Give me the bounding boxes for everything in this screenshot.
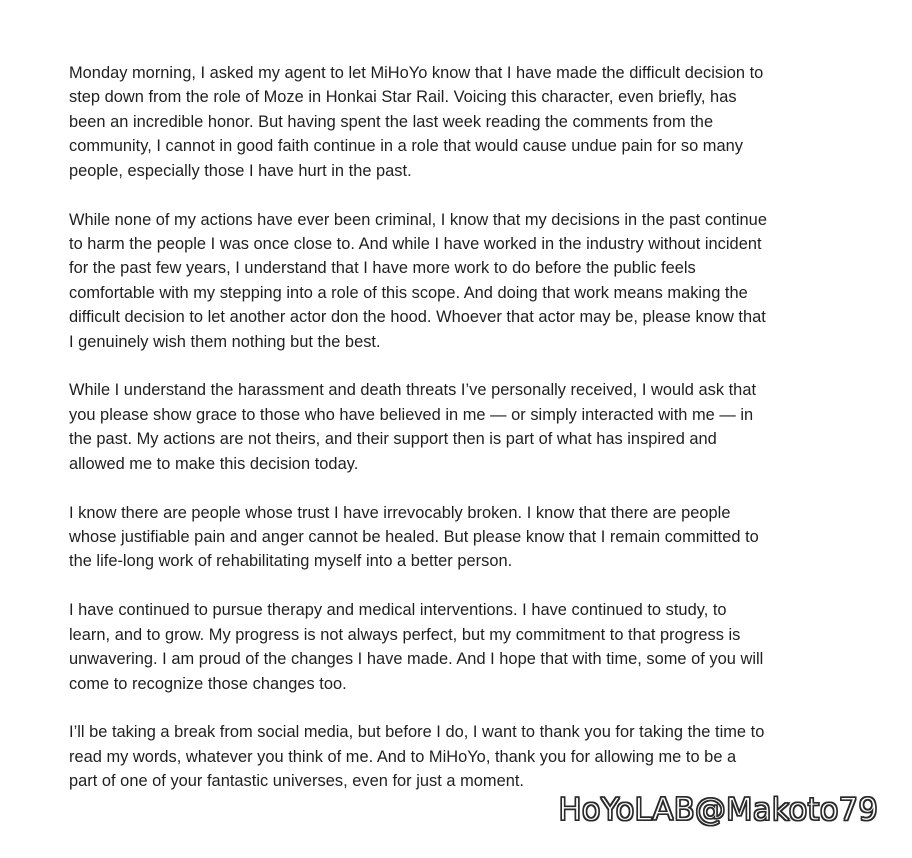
paragraph-2: While none of my actions have ever been criminal, I know that my decisions in the past continue to harm the people I was once close to. And while I have worked in the industry without incident for the past few years, I understand that I have more work to do before the public feels comfortable with my stepping into a role of this scope. And doing that work means making the difficult decision to let another actor don the hood. Whoever that actor may be, please know that I genuinely wish them nothing but the best. [69,210,767,351]
paragraph-3: While I understand the harassment and death threats I’ve personally received, I would ask that you please show grace to those who have believed in me — or simply interacted with me — in the past. My actions are not theirs, and their support then is part of what has inspired and allowed me to make this decision today. [69,381,757,473]
paragraph-5: I have continued to pursue therapy and medical interventions. I have continued to study, to learn, and to grow. My progress is not always perfect, but my commitment to that progress is unwavering. I am proud of the changes I have made. And I hope that with time, some of you will come to recognize those changes too. [69,601,764,693]
statement-text [69,61,869,818]
paragraph-1: Monday morning, I asked my agent to let MiHoYo know that I have made the difficult decision to step down from the role of Moze in Honkai Star Rail. Voicing this character, even briefly, has been an incredible honor. But having spent the last week reading the comments from the community, I cannot in good faith continue in a role that would cause undue pain for so many people, especially those I have hurt in the past. [69,64,764,180]
watermark: HoYoLAB@Makoto79 [558,792,878,828]
paragraph-6: I’ll be taking a break from social media, but before I do, I want to thank you for taking the time to read my words, whatever you think of me. And to MiHoYo, thank you for allowing me to be a part of one of your fantastic universes, even for just a moment. [69,723,765,791]
paragraph-4: I know there are people whose trust I have irrevocably broken. I know that there are people whose justifiable pain and anger cannot be healed. But please know that I remain committed to the life-long work of rehabilitating myself into a better person. [69,503,759,571]
